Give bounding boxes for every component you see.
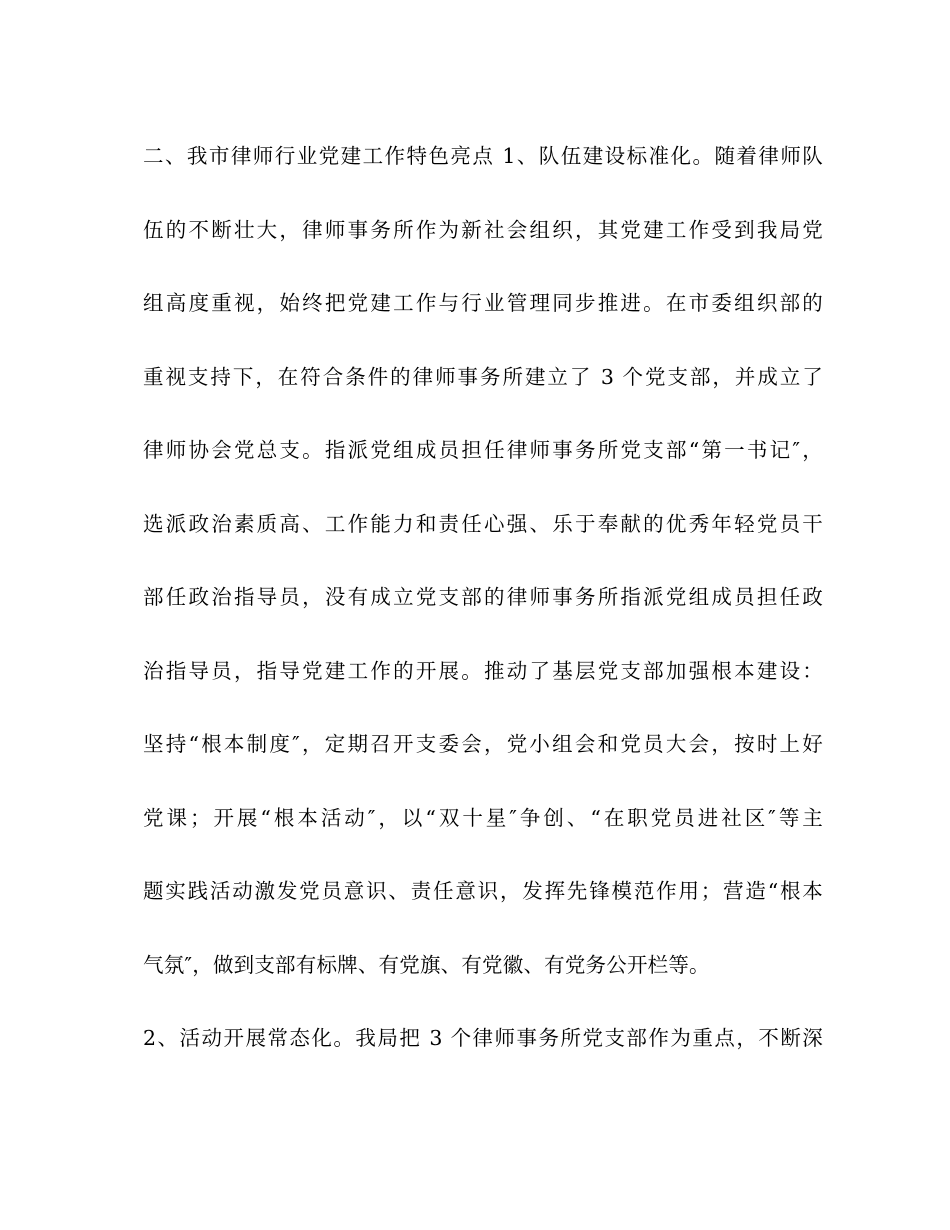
text-line: 律师协会党总支。指派党组成员担任律师事务所党支部“第一书记″，: [143, 438, 823, 462]
text-line: 气氛″，做到支部有标牌、有党旗、有党徽、有党务公开栏等。: [143, 952, 710, 977]
text-line: 选派政治素质高、工作能力和责任心强、乐于奉献的优秀年轻党员干: [143, 511, 823, 536]
text-line: 部任政治指导员，没有成立党支部的律师事务所指派党组成员担任政: [143, 585, 823, 609]
text-line: 坚持“根本制度″，定期召开支委会，党小组会和党员大会，按时上好: [143, 732, 823, 756]
text-line: 二、我市律师行业党建工作特色亮点 1、队伍建设标准化。随着律师队: [143, 144, 823, 168]
text-line: 党课；开展“根本活动″，以“双十星″争创、“在职党员进社区″等主: [143, 805, 823, 830]
text-line: 伍的不断壮大，律师事务所作为新社会组织，其党建工作受到我局党: [143, 217, 823, 242]
body-text: [143, 140, 823, 1096]
text-line: 重视支持下，在符合条件的律师事务所建立了 3 个党支部，并成立了: [143, 364, 823, 389]
text-line: 题实践活动激发党员意识、责任意识，发挥先锋模范作用；营造“根本: [143, 879, 823, 903]
text-line: 2、活动开展常态化。我局把 3 个律师事务所党支部作为重点，不断深: [143, 1026, 823, 1050]
text-line: 治指导员，指导党建工作的开展。推动了基层党支部加强根本建设：: [143, 658, 823, 683]
text-line: 组高度重视，始终把党建工作与行业管理同步推进。在市委组织部的: [143, 291, 823, 315]
